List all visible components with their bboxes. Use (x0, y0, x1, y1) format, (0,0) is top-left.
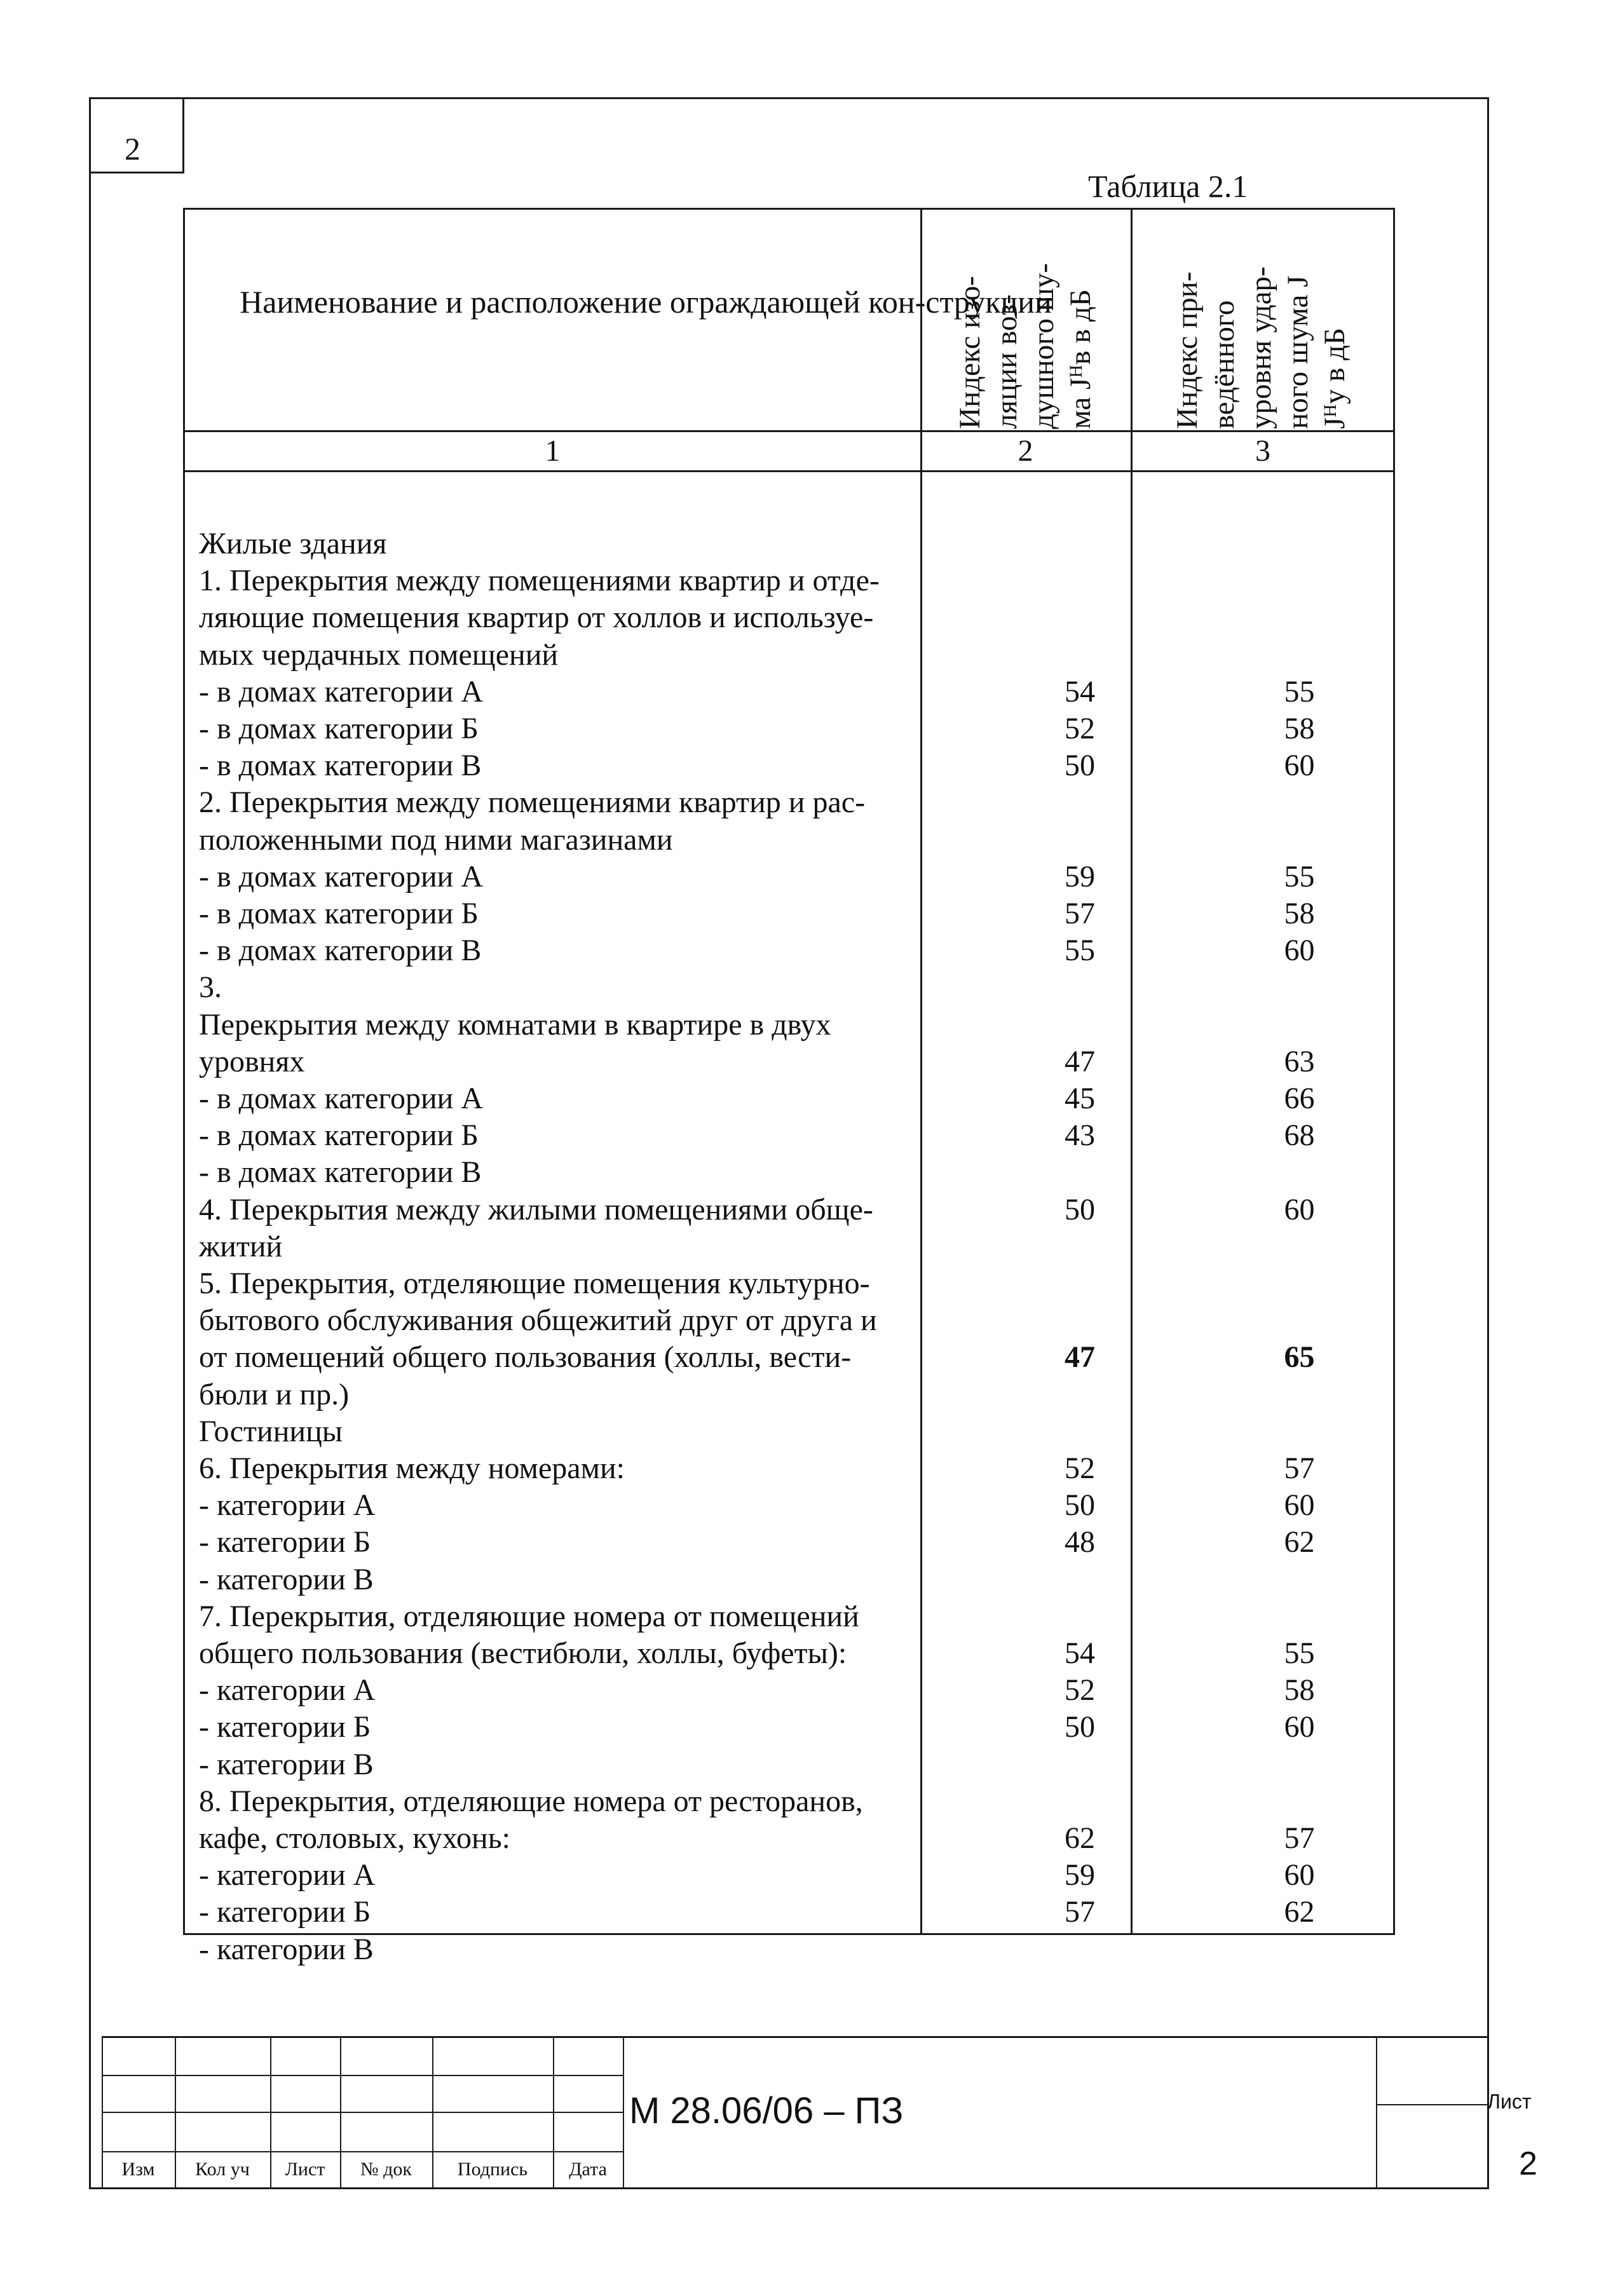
airborne-index-value: 47 (1065, 1340, 1095, 1375)
column-header-impact (1166, 210, 1356, 432)
row-name: 4. Перекрытия между жилыми помещениями обще- (199, 1192, 873, 1226)
stamp-label-signature: Подпись (457, 2159, 528, 2180)
row-name: - в домах категории Б (199, 1118, 479, 1153)
row-name: 6. Перекрытия между номерами: (199, 1451, 625, 1485)
column-header-name: Наименование и расположение ограждающей кон-струкции (240, 284, 1052, 320)
airborne-index-value: 50 (1065, 749, 1095, 783)
table-row (185, 1561, 1397, 1598)
column-header-line: Индекс при- (1171, 271, 1204, 429)
title-block-divider (623, 2038, 624, 2189)
row-name: - в домах категории А (199, 674, 483, 709)
row-name: 1. Перекрытия между помещениями квартир и отде- (199, 564, 880, 598)
table-row (185, 1117, 1397, 1154)
impact-index-value: 62 (1284, 1895, 1315, 1929)
airborne-index-value: 48 (1065, 1525, 1095, 1559)
table-row (185, 1302, 1397, 1339)
table-row (185, 1487, 1397, 1524)
airborne-index-value: 54 (1065, 1636, 1095, 1670)
impact-index-value: 62 (1284, 1525, 1315, 1559)
table-row (185, 526, 1397, 562)
table-row (185, 1746, 1397, 1783)
column-header-airborne (930, 210, 1120, 432)
table-row (185, 1007, 1397, 1043)
table-row (185, 1709, 1397, 1746)
airborne-index-value: 50 (1065, 1488, 1095, 1523)
table-row (185, 710, 1397, 747)
stamp-label-izm: Изм (121, 2159, 155, 2180)
title-block-divider (1376, 2104, 1489, 2105)
row-name: уровнях (199, 1044, 305, 1078)
impact-index-value: 57 (1284, 1821, 1315, 1855)
airborne-index-value: 50 (1065, 1710, 1095, 1744)
column-header-line: ведённого (1208, 300, 1241, 429)
row-name: - в домах категории В (199, 749, 482, 783)
row-name: положенными под ними магазинами (199, 822, 673, 857)
row-name: общего пользования (вестибюли, холлы, буфеты): (199, 1636, 847, 1670)
airborne-index-value: 57 (1065, 1895, 1095, 1929)
table-row (185, 1339, 1397, 1376)
title-block-divider (102, 2112, 623, 2113)
table-row (185, 1672, 1397, 1709)
table-row (185, 1154, 1397, 1191)
row-name: 7. Перекрытия, отделяющие номера от помещений (199, 1599, 859, 1633)
table-row (185, 637, 1397, 674)
table-row (185, 1524, 1397, 1561)
title-block-divider (102, 2075, 623, 2076)
sheet-label: Лист (1487, 2090, 1532, 2113)
row-name: - в домах категории В (199, 1155, 482, 1190)
impact-index-value: 68 (1284, 1118, 1315, 1153)
title-block (102, 2036, 1537, 2189)
column-header-line: Jᴴу в дБ (1318, 327, 1351, 429)
title-block-divider (102, 2151, 623, 2152)
table-row (185, 1376, 1397, 1413)
airborne-index-value: 45 (1065, 1082, 1095, 1115)
row-name: кафе, столовых, кухонь: (199, 1821, 510, 1855)
table-row (185, 1413, 1397, 1450)
impact-index-value: 60 (1284, 934, 1315, 968)
impact-index-value: 60 (1284, 1710, 1315, 1744)
table-row (185, 1635, 1397, 1672)
airborne-index-value: 59 (1065, 1858, 1095, 1892)
stamp-label-list: Лист (285, 2159, 325, 2180)
impact-index-value: 57 (1284, 1451, 1315, 1485)
column-header-line: Индекс изо- (953, 276, 986, 429)
table-row (185, 1450, 1397, 1487)
table-row (185, 1857, 1397, 1894)
impact-index-value: 60 (1284, 1192, 1315, 1226)
row-name: 5. Перекрытия, отделяющие помещения культурно- (199, 1267, 870, 1300)
row-name: - в домах категории Б (199, 712, 479, 745)
page-number: 2 (125, 131, 140, 166)
impact-index-value: 60 (1284, 1858, 1315, 1892)
table-row (185, 895, 1397, 932)
impact-index-value: 55 (1284, 674, 1315, 709)
table-row (185, 822, 1397, 859)
row-name: ляющие помещения квартир от холлов и используе- (199, 601, 874, 635)
stamp-label-doc: № док (360, 2159, 412, 2180)
impact-index-value: 58 (1284, 1673, 1315, 1708)
row-name: - в домах категории А (199, 859, 483, 893)
column-header-line: ма Jᴴв в дБ (1064, 289, 1097, 429)
column-header-line: ляции воз- (990, 294, 1023, 429)
impact-index-value: 55 (1284, 1636, 1315, 1670)
row-name: житий (199, 1229, 283, 1263)
airborne-index-value: 52 (1065, 712, 1095, 745)
impact-index-value: 66 (1284, 1082, 1315, 1115)
table-row (185, 562, 1397, 599)
stamp-label-date: Дата (569, 2159, 607, 2180)
airborne-index-value: 59 (1065, 859, 1095, 893)
table-row (185, 1228, 1397, 1265)
airborne-index-value: 62 (1065, 1821, 1095, 1855)
row-name: - категории В (199, 1932, 374, 1966)
table-row (185, 969, 1397, 1006)
row-name: - в домах категории Б (199, 897, 479, 930)
column-header-line: ного шума J (1281, 275, 1314, 429)
row-name: Гостиницы (199, 1414, 343, 1448)
row-name: мых чердачных помещений (199, 637, 559, 672)
row-name: от помещений общего пользования (холлы, вести- (199, 1340, 852, 1375)
row-name: 8. Перекрытия, отделяющие номера от ресторанов, (199, 1784, 863, 1818)
row-name: - категории В (199, 1562, 374, 1596)
sheet-number: 2 (1519, 2145, 1537, 2182)
impact-index-value: 58 (1284, 712, 1315, 745)
table-row (185, 1043, 1397, 1080)
table-row (185, 784, 1397, 821)
impact-index-value: 63 (1284, 1044, 1315, 1078)
impact-index-value: 58 (1284, 897, 1315, 930)
table-row (185, 747, 1397, 784)
table-row (185, 1598, 1397, 1635)
column-header-line: душного шу- (1027, 263, 1060, 429)
column-number-3: 3 (1255, 434, 1270, 468)
row-name: 3. (199, 970, 222, 1005)
row-name: - в домах категории В (199, 934, 482, 968)
airborne-index-value: 57 (1065, 897, 1095, 930)
table-row (185, 1931, 1397, 1968)
document-code: М 28.06/06 – ПЗ (629, 2090, 904, 2131)
row-name: - категории Б (199, 1710, 371, 1744)
airborne-index-value: 47 (1065, 1044, 1095, 1078)
row-name: - категории А (199, 1673, 376, 1708)
impact-index-value: 60 (1284, 749, 1315, 783)
table-row (185, 1192, 1397, 1228)
row-name: - категории В (199, 1747, 374, 1781)
row-name: бытового обслуживания общежитий друг от друга и (199, 1303, 877, 1338)
airborne-index-value: 55 (1065, 934, 1095, 968)
column-number-2: 2 (1018, 434, 1033, 468)
impact-index-value: 65 (1284, 1340, 1315, 1375)
stamp-label-kol-uch: Кол уч (195, 2159, 250, 2180)
table-row (185, 1894, 1397, 1931)
column-header-line: уровня удар- (1244, 266, 1277, 429)
airborne-index-value: 54 (1065, 674, 1095, 709)
impact-index-value: 60 (1284, 1488, 1315, 1523)
row-name: - категории А (199, 1488, 376, 1523)
table-row (185, 859, 1397, 895)
column-number-divider (185, 470, 1393, 472)
airborne-index-value: 43 (1065, 1118, 1095, 1153)
table-caption: Таблица 2.1 (1088, 168, 1248, 204)
row-name: бюли и пр.) (199, 1377, 350, 1411)
table-row (185, 1080, 1397, 1117)
row-name: Жилые здания (199, 527, 387, 560)
column-number-1: 1 (545, 434, 561, 468)
impact-index-value: 55 (1284, 859, 1315, 893)
table-row (185, 1265, 1397, 1302)
table-row (185, 1783, 1397, 1820)
data-table (183, 208, 1395, 1966)
row-name: - категории Б (199, 1895, 371, 1929)
row-name: Перекрытия между комнатами в квартире в двух (199, 1007, 831, 1042)
airborne-index-value: 50 (1065, 1192, 1095, 1226)
table-row (185, 599, 1397, 636)
table-row (185, 932, 1397, 969)
table-row (185, 1820, 1397, 1857)
airborne-index-value: 52 (1065, 1451, 1095, 1485)
airborne-index-value: 52 (1065, 1673, 1095, 1708)
row-name: - категории А (199, 1858, 376, 1892)
row-name: 2. Перекрытия между помещениями квартир и рас- (199, 785, 866, 820)
row-name: - категории Б (199, 1525, 371, 1559)
table-row (185, 674, 1397, 710)
row-name: - в домах категории А (199, 1082, 483, 1115)
